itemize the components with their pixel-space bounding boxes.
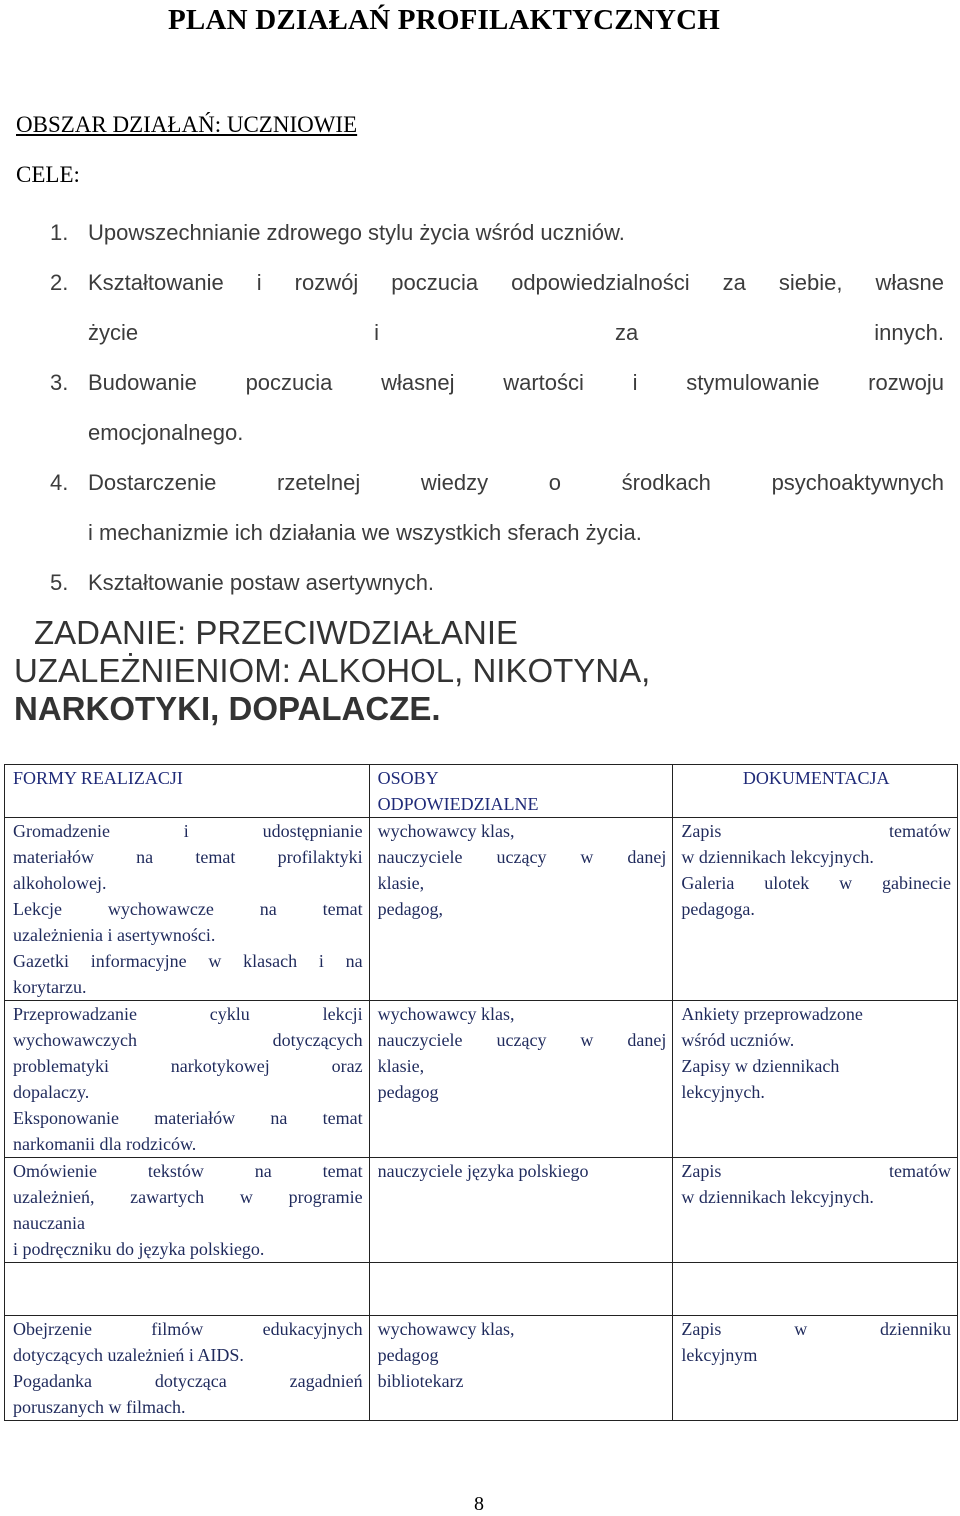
- cell-line: uzależnienia i asertywności.: [13, 925, 216, 945]
- goal-text: Kształtowanie postaw asertywnych.: [88, 570, 435, 595]
- header-persons-line: OSOBY: [377, 768, 439, 788]
- cell-docs: [673, 818, 958, 1001]
- goal-text-continued: emocjonalnego.: [88, 420, 244, 445]
- cell-line: nauczyciele języka polskiego: [377, 1161, 589, 1181]
- header-persons-line: ODPOWIEDZIALNE: [377, 794, 539, 814]
- cell-line: lekcyjnym: [681, 1345, 758, 1365]
- cell-line: Lekcje wychowawcze na temat: [13, 899, 363, 919]
- cell-forms: [5, 1158, 370, 1263]
- cell-line: Zapisy w dziennikach: [681, 1056, 840, 1076]
- table-row: [5, 818, 958, 1001]
- goal-text: Dostarczenie rzetelnej wiedzy o środkach psychoaktywnych: [88, 470, 944, 495]
- cell-line: wychowawcy klas,: [377, 821, 515, 841]
- cell-line: Pogadanka dotycząca zagadnień: [13, 1371, 363, 1391]
- goal-number: 2.: [50, 270, 69, 295]
- goal-text-continued: życie i za innych.: [88, 320, 944, 345]
- cell-line: wśród uczniów.: [681, 1030, 795, 1050]
- cell-line: narkomanii dla rodziców.: [13, 1134, 197, 1154]
- cell-line: Obejrzenie filmów edukacyjnych: [13, 1319, 363, 1339]
- goals-label: CELE:: [16, 162, 80, 187]
- table-row: [5, 1316, 958, 1421]
- page-number: 8: [474, 1493, 484, 1515]
- cell-forms: [5, 818, 370, 1001]
- goal-number: 1.: [50, 220, 69, 245]
- cell-line: pedagoga.: [681, 899, 755, 919]
- cell-line: bibliotekarz: [377, 1371, 464, 1391]
- cell-line: alkoholowej.: [13, 873, 107, 893]
- cell-persons: [369, 1158, 673, 1263]
- cell-line: klasie,: [377, 873, 425, 893]
- cell-line: korytarzu.: [13, 977, 87, 997]
- goal-item: [50, 358, 944, 458]
- cell-line: Ankiety przeprowadzone: [681, 1004, 863, 1024]
- goal-item: [50, 258, 944, 358]
- cell-line: i podręczniku do języka polskiego.: [13, 1239, 265, 1259]
- spacer-cell: [673, 1263, 958, 1316]
- cell-forms: [5, 1316, 370, 1421]
- cell-line: Zapis tematów: [681, 1161, 951, 1181]
- goal-item: [50, 208, 944, 258]
- cell-docs: [673, 1316, 958, 1421]
- cell-line: Przeprowadzanie cyklu lekcji: [13, 1004, 363, 1024]
- spacer-cell: [369, 1263, 673, 1316]
- goal-text-continued: i mechanizmie ich działania we wszystkich sferach życia.: [88, 520, 642, 545]
- cell-persons: [369, 1001, 673, 1158]
- cell-line: dotyczących uzależnień i AIDS.: [13, 1345, 244, 1365]
- cell-forms: [5, 1001, 370, 1158]
- header-persons: [369, 765, 673, 818]
- task-heading-line: UZALEŻNIENIOM: ALKOHOL, NIKOTYNA,: [14, 652, 651, 689]
- page-title: PLAN DZIAŁAŃ PROFILAKTYCZNYCH: [168, 4, 720, 36]
- cell-line: klasie,: [377, 1056, 425, 1076]
- cell-line: dopalaczy.: [13, 1082, 90, 1102]
- task-heading-line: ZADANIE: PRZECIWDZIAŁANIE: [34, 614, 519, 651]
- cell-line: wychowawczych dotyczących: [13, 1030, 363, 1050]
- goal-number: 3.: [50, 370, 69, 395]
- cell-persons: [369, 1316, 673, 1421]
- table-header-row: [5, 765, 958, 818]
- cell-line: nauczania: [13, 1213, 85, 1233]
- cell-line: poruszanych w filmach.: [13, 1397, 186, 1417]
- cell-line: uzależnień, zawartych w programie: [13, 1187, 363, 1207]
- cell-line: nauczyciele uczący w danej: [377, 1030, 667, 1050]
- cell-persons: [369, 818, 673, 1001]
- goal-text: Kształtowanie i rozwój poczucia odpowiedzialności za siebie, własne: [88, 270, 944, 295]
- goal-number: 5.: [50, 570, 69, 595]
- cell-line: pedagog: [377, 1082, 439, 1102]
- table-row: [5, 1158, 958, 1263]
- table-spacer-row: [5, 1263, 958, 1316]
- goals-list: [50, 208, 944, 608]
- task-heading-line: NARKOTYKI, DOPALACZE.: [14, 690, 441, 727]
- cell-line: Gazetki informacyjne w klasach i na: [13, 951, 363, 971]
- action-plan-table: [4, 764, 958, 1421]
- cell-docs: [673, 1001, 958, 1158]
- cell-line: materiałów na temat profilaktyki: [13, 847, 363, 867]
- cell-line: wychowawcy klas,: [377, 1004, 515, 1024]
- table-row: [5, 1001, 958, 1158]
- cell-line: Omówienie tekstów na temat: [13, 1161, 363, 1181]
- cell-line: lekcyjnych.: [681, 1082, 765, 1102]
- task-heading: [14, 614, 814, 728]
- cell-line: Zapis w dzienniku: [681, 1319, 951, 1339]
- cell-line: pedagog,: [377, 899, 444, 919]
- cell-line: Galeria ulotek w gabinecie: [681, 873, 951, 893]
- goal-item: [50, 558, 944, 608]
- cell-line: Gromadzenie i udostępnianie: [13, 821, 363, 841]
- goal-text: Budowanie poczucia własnej wartości i stymulowanie rozwoju: [88, 370, 944, 395]
- header-forms: FORMY REALIZACJI: [5, 765, 370, 818]
- cell-docs: [673, 1158, 958, 1263]
- header-docs: DOKUMENTACJA: [673, 765, 958, 818]
- area-heading: OBSZAR DZIAŁAŃ: UCZNIOWIE: [16, 112, 358, 137]
- goal-number: 4.: [50, 470, 69, 495]
- spacer-cell: [5, 1263, 370, 1316]
- cell-line: wychowawcy klas,: [377, 1319, 515, 1339]
- cell-line: w dziennikach lekcyjnych.: [681, 1187, 874, 1207]
- cell-line: w dziennikach lekcyjnych.: [681, 847, 874, 867]
- cell-line: Eksponowanie materiałów na temat: [13, 1108, 363, 1128]
- cell-line: problematyki narkotykowej oraz: [13, 1056, 363, 1076]
- goal-item: [50, 458, 944, 558]
- cell-line: nauczyciele uczący w danej: [377, 847, 667, 867]
- cell-line: pedagog: [377, 1345, 439, 1365]
- cell-line: Zapis tematów: [681, 821, 951, 841]
- goal-text: Upowszechnianie zdrowego stylu życia wśród uczniów.: [88, 220, 625, 245]
